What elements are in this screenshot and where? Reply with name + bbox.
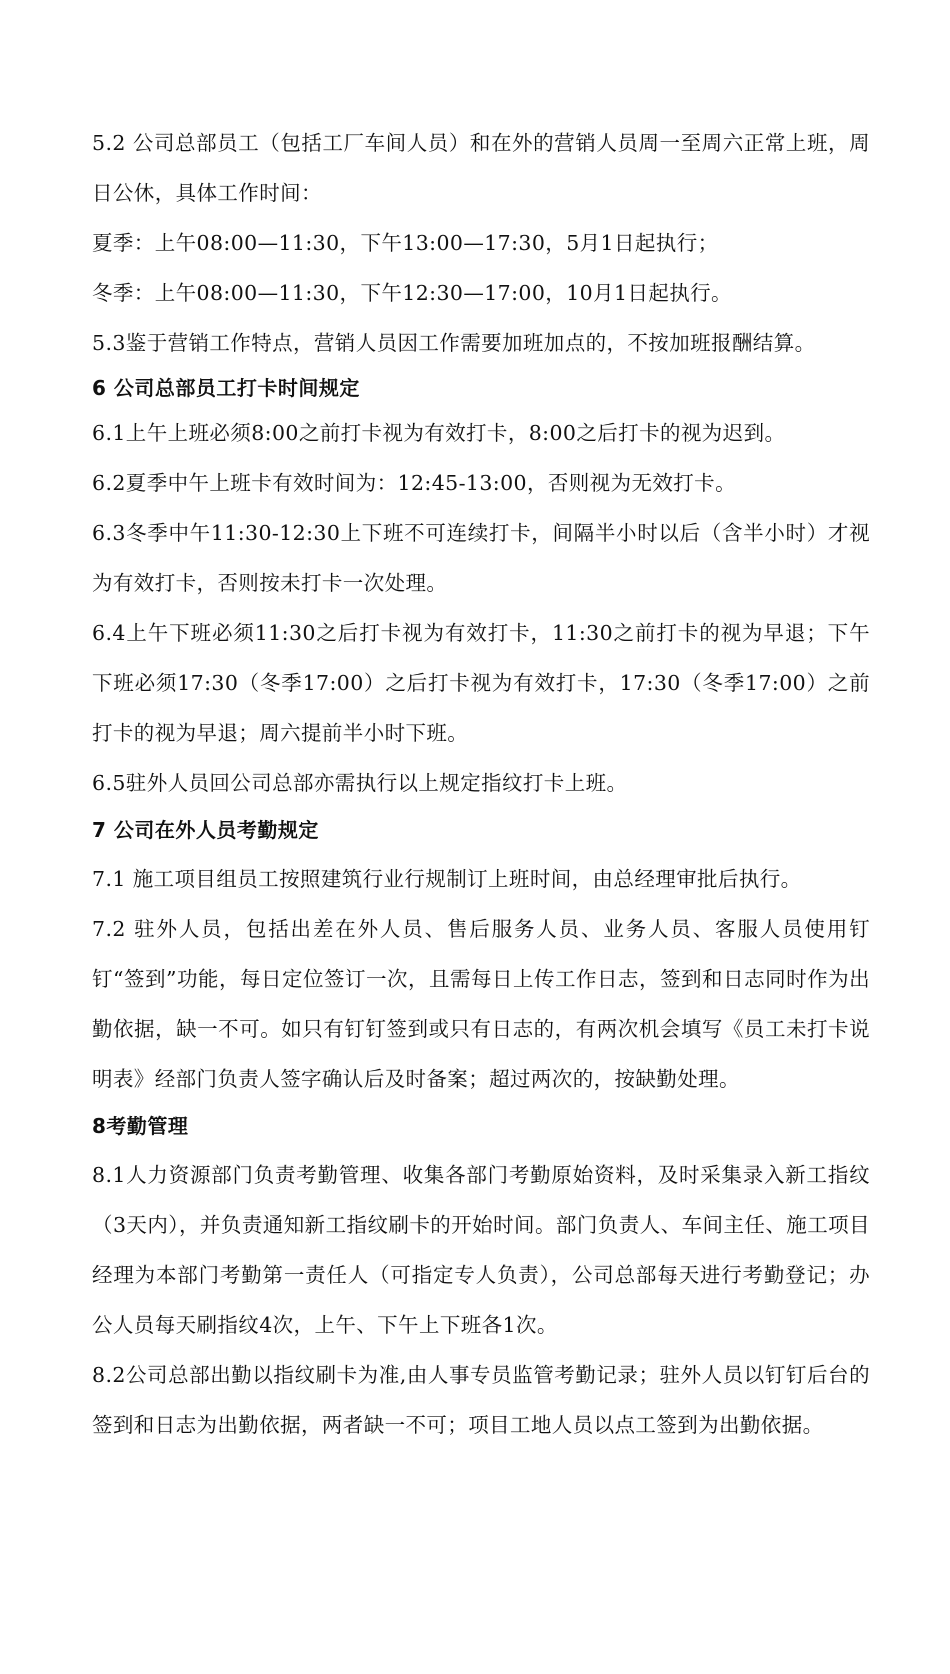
paragraph-7-1: 7.1 施工项目组员工按照建筑行业行规制订上班时间，由总经理审批后执行。 <box>92 867 802 891</box>
paragraph-winter-hours: 冬季：上午08:00—11:30，下午12:30—17:00，10月1日起执行。 <box>92 281 732 305</box>
paragraph-7-2: 7.2 驻外人员，包括出差在外人员、售后服务人员、业务人员、客服人员使用钉钉“签到”功能，每日定位签订一次，且需每日上传工作日志，签到和日志同时作为出勤依据，缺一不可。如只有钉钉签到或只有日志的，有两次机会填写《员工未打卡说明表》经部门负责人签字确认后及时备案；超过两次的，按缺勤处理。 <box>92 917 870 1091</box>
paragraph-6-2: 6.2夏季中午上班卡有效时间为：12:45-13:00，否则视为无效打卡。 <box>92 471 736 495</box>
paragraph-6-1: 6.1上午上班必须8:00之前打卡视为有效打卡，8:00之后打卡的视为迟到。 <box>92 421 786 445</box>
paragraph-8-2: 8.2公司总部出勤以指纹刷卡为准,由人事专员监管考勤记录；驻外人员以钉钉后台的签到和日志为出勤依据，两者缺一不可；项目工地人员以点工签到为出勤依据。 <box>92 1363 870 1437</box>
section-heading-7: 7 公司在外人员考勤规定 <box>92 818 319 842</box>
paragraph-6-3: 6.3冬季中午11:30-12:30上下班不可连续打卡，间隔半小时以后（含半小时）才视为有效打卡，否则按未打卡一次处理。 <box>92 521 870 595</box>
section-heading-6: 6 公司总部员工打卡时间规定 <box>92 376 360 400</box>
section-heading-8: 8考勤管理 <box>92 1114 189 1138</box>
paragraph-8-1: 8.1人力资源部门负责考勤管理、收集各部门考勤原始资料，及时采集录入新工指纹（3天内），并负责通知新工指纹刷卡的开始时间。部门负责人、车间主任、施工项目经理为本部门考勤第一责任人（可指定专人负责），公司总部每天进行考勤登记；办公人员每天刷指纹4次，上午、下午上下班各1次。 <box>92 1163 870 1337</box>
paragraph-6-4: 6.4上午下班必须11:30之后打卡视为有效打卡，11:30之前打卡的视为早退；下午下班必须17:30（冬季17:00）之后打卡视为有效打卡，17:30（冬季17:00）之前打卡的视为早退；周六提前半小时下班。 <box>92 621 870 745</box>
paragraph-6-5: 6.5驻外人员回公司总部亦需执行以上规定指纹打卡上班。 <box>92 771 628 795</box>
paragraph-5-2: 5.2 公司总部员工（包括工厂车间人员）和在外的营销人员周一至周六正常上班，周日公休，具体工作时间： <box>92 131 870 205</box>
paragraph-summer-hours: 夏季：上午08:00—11:30，下午13:00—17:30，5月1日起执行； <box>92 231 719 255</box>
paragraph-5-3: 5.3鉴于营销工作特点，营销人员因工作需要加班加点的，不按加班报酬结算。 <box>92 331 816 355</box>
document-body <box>92 118 870 1450</box>
